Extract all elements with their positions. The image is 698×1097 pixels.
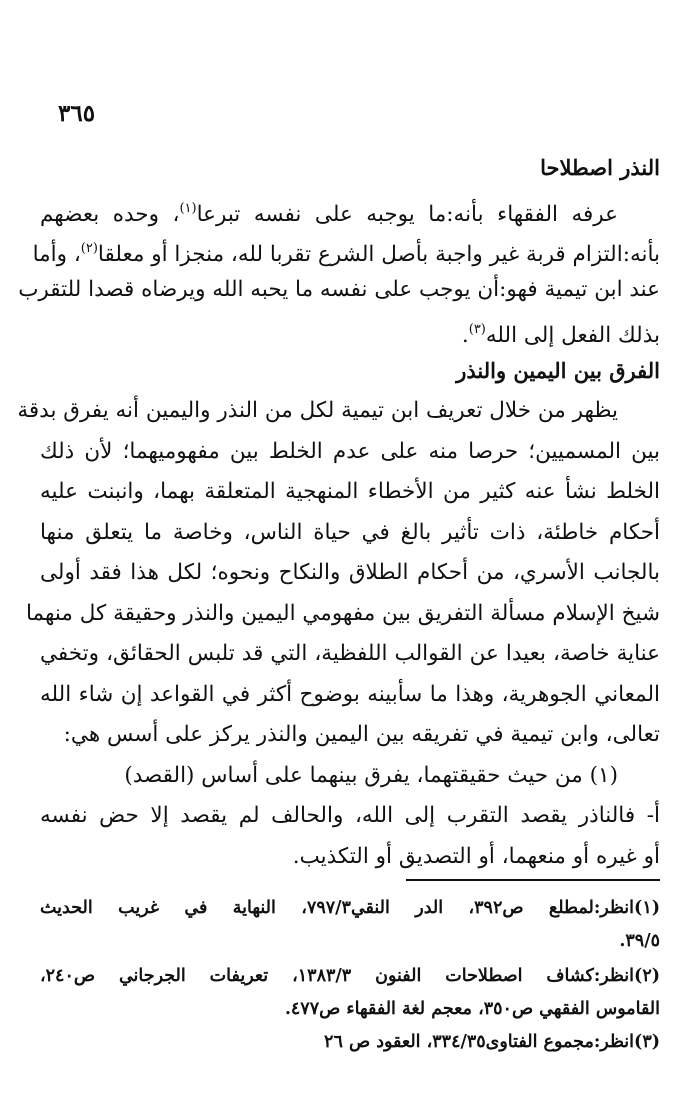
- paragraph-line: أحكام خاطئة، ذات تأثير بالغ في حياة الناس، وخاصة ما يتعلق منها: [40, 519, 660, 545]
- heading-oath-vow-difference: الفرق بين اليمين والنذر: [456, 357, 660, 383]
- footnote-1-line: (١)انظر:لمطلع ص٣٩٢، الدر النقي٧٩٧/٣، النهاية في غريب الحديث: [40, 898, 660, 918]
- text-run: .: [461, 323, 469, 348]
- text-run: بأنه:التزام قربة غير واجبة بأصل الشرع تقربا لله، منجزا أو معلقا: [97, 242, 660, 267]
- paragraph-line: عند ابن تيمية فهو:أن يوجب على نفسه ما يحبه الله ويرضاه قصدا للتقرب: [18, 276, 660, 302]
- paragraph-line: تعالى، وابن تيمية في تفريقه بين اليمين والنذر يركز على أسس هي:: [63, 722, 660, 747]
- heading-vow-definition: النذر اصطلاحا: [540, 155, 660, 180]
- footnote-ref-2[interactable]: (٢): [80, 241, 98, 256]
- text-run: بذلك الفعل إلى الله: [485, 323, 660, 348]
- footnote-ref-3[interactable]: (٣): [468, 322, 486, 337]
- text-run: ، وأما: [32, 242, 81, 267]
- text-run: عرفه الفقهاء بأنه:ما يوجبه على نفسه تبرعا: [196, 201, 618, 227]
- paragraph-line: بين المسميين؛ حرصا منه على عدم الخلط بين مفهوميهما؛ لأن ذلك: [40, 438, 660, 464]
- footnote-divider: [406, 879, 660, 881]
- footnote-ref-1[interactable]: (١): [179, 200, 197, 216]
- paragraph-line: المعاني الجوهرية، وهذا ما سأبينه بوضوح أكثر في القواعد إن شاء الله: [40, 681, 660, 707]
- footnote-2-line: (٢)انظر:كشاف اصطلاحات الفنون ١٣٨٣/٣، تعريفات الجرجاني ص٢٤٠،: [40, 966, 660, 986]
- paragraph-line: [40, 310, 660, 351]
- footnote-3-line: (٣)انظر:مجموع الفتاوى٣٣٤/٣٥، العقود ص ٢٦: [324, 1032, 660, 1052]
- main-text: [17, 148, 660, 877]
- footnote-2-line: القاموس الفقهي ص٣٥٠، معجم لغة الفقهاء ص٤٧٧.: [284, 999, 660, 1019]
- paragraph-line: عناية خاصة، بعيدا عن القوالب اللفظية، التي قد تلبس الحقائق، وتخفي: [40, 641, 660, 666]
- paragraph-line: يظهر من خلال تعريف ابن تيمية لكل من النذر واليمين أنه يفرق بدقة: [17, 398, 618, 423]
- paragraph-line: أ- فالناذر يقصد التقرب إلى الله، والحالف لم يقصد إلا حض نفسه: [40, 803, 660, 828]
- paragraph-line: [32, 229, 660, 270]
- footnotes: [40, 892, 660, 1059]
- paragraph-line: [40, 189, 660, 230]
- text-run: ، وحده بعضهم: [40, 201, 180, 227]
- point-heading: (١) من حيث حقيقتهما، يفرق بينهما على أساس (القصد): [124, 762, 618, 788]
- page-number: ٣٦٥: [58, 100, 96, 127]
- footnote-1-line: ٣٩/٥.: [619, 931, 660, 951]
- paragraph-line: شيخ الإسلام مسألة التفريق بين مفهومي اليمين والنذر وحقيقة كل منهما: [26, 600, 660, 626]
- paragraph-line: أو غيره أو منعهما، أو التصديق أو التكذيب.: [292, 843, 660, 869]
- paragraph-line: الخلط نشأ عنه كثير من الأخطاء المنهجية المتعلقة بهما، وانبنت عليه: [40, 479, 660, 504]
- paragraph-line: بالجانب الأسري، من أحكام الطلاق والنكاح ونحوه؛ لكل هذا فقد أولى: [40, 560, 660, 585]
